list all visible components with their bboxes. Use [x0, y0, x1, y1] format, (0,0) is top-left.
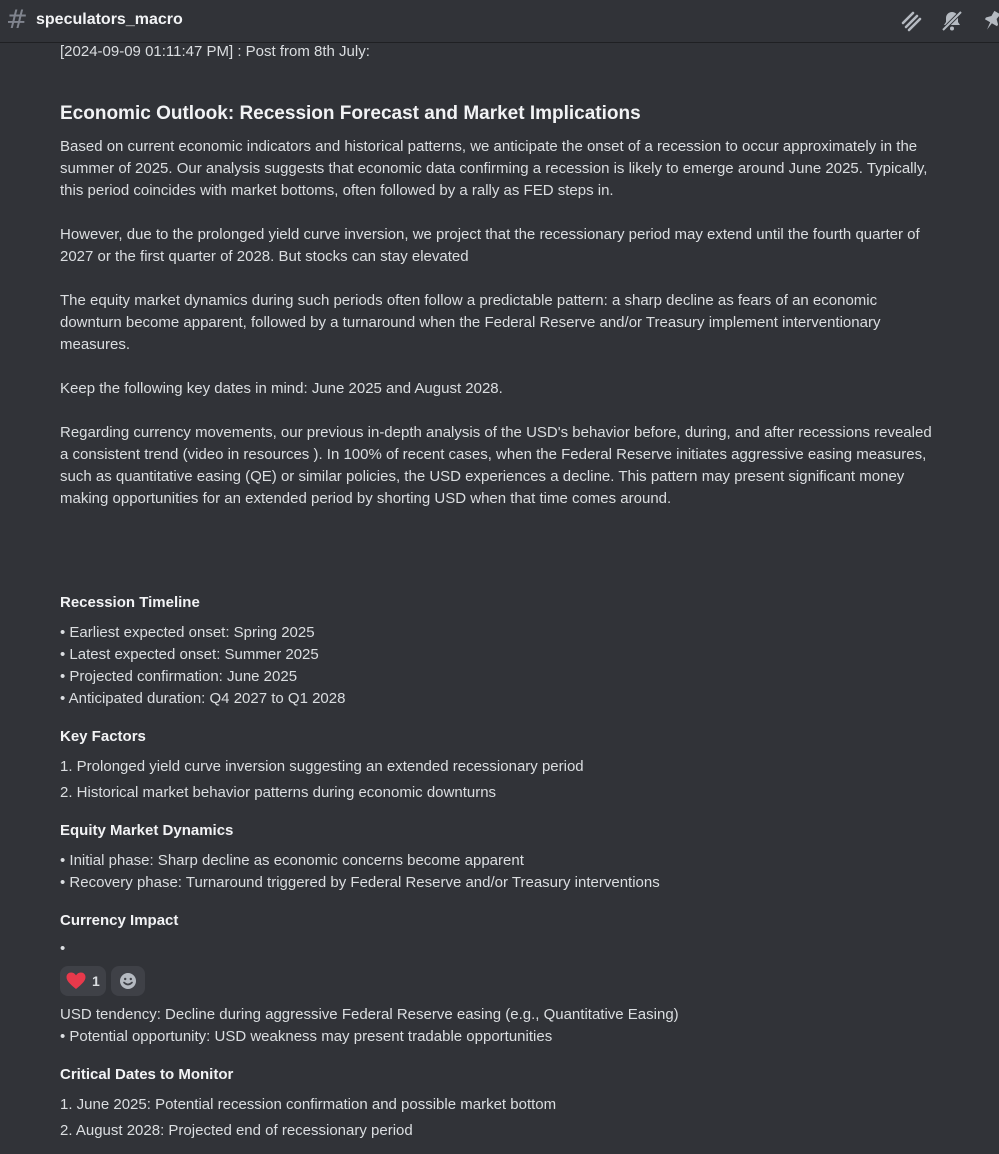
dates-list [60, 1094, 960, 1142]
smiley-icon [118, 971, 138, 991]
list-item: • Potential opportunity: USD weakness may present tradable opportunities [60, 1028, 553, 1045]
paragraph-line: The equity market dynamics during such periods often follow a predictable pattern: a sharp decline as fears of an economic [60, 292, 878, 309]
factors-list [60, 756, 960, 804]
paragraph-key-dates [60, 378, 960, 400]
paragraph-line: this period coincides with market bottoms, often followed by a rally as FED steps in. [60, 182, 614, 199]
list-item: • Initial phase: Sharp decline as economic concerns become apparent [60, 852, 524, 869]
list-item: 2. Historical market behavior patterns during economic downturns [60, 784, 497, 801]
equity-list [60, 850, 960, 894]
empty-bullet: • [60, 940, 66, 957]
paragraph-yield-curve [60, 224, 960, 268]
add-reaction-button[interactable] [111, 966, 145, 996]
paragraph-line: Based on current economic indicators and historical patterns, we anticipate the onset of a recession to occur approximately in the [60, 138, 918, 155]
paragraph-equity-dynamics [60, 290, 960, 356]
paragraph-line: summer of 2025. Our analysis suggests that economic data confirming a recession is likely to emerge around June 2025. Typically, [60, 160, 928, 177]
paragraph-line: 2027 or the first quarter of 2028. But stocks can stay elevated [60, 248, 469, 265]
paragraph-line: downturn become apparent, followed by a turnaround when the Federal Reserve and/or Treasury implement interventionary [60, 314, 881, 331]
list-item: • Anticipated duration: Q4 2027 to Q1 2028 [60, 690, 346, 707]
list-item: • Latest expected onset: Summer 2025 [60, 646, 319, 663]
timeline-list [60, 622, 960, 710]
section-heading-dates: Critical Dates to Monitor [60, 1066, 234, 1083]
list-item: 1. June 2025: Potential recession confirmation and possible market bottom [60, 1096, 557, 1113]
reaction-count: 1 [92, 973, 100, 989]
pin-icon[interactable] [980, 9, 999, 33]
heart-reaction[interactable] [60, 966, 106, 996]
list-item: • Recovery phase: Turnaround triggered by Federal Reserve and/or Treasury interventions [60, 874, 660, 891]
list-item: 2. August 2028: Projected end of recessionary period [60, 1122, 413, 1139]
threads-icon[interactable] [899, 9, 923, 33]
paragraph-line: However, due to the prolonged yield curve inversion, we project that the recessionary period may extend until the fourth quarter of [60, 226, 920, 243]
list-item: • Projected confirmation: June 2025 [60, 668, 298, 685]
paragraph-line: making opportunities for an extended period by shorting USD when that time comes around. [60, 490, 672, 507]
paragraph-line: measures. [60, 336, 131, 353]
paragraph-line: such as quantitative easing (QE) or similar policies, the USD experiences a decline. This pattern may present significant money [60, 468, 905, 485]
message-timestamp-line: [2024-09-09 01:11:47 PM] : Post from 8th July: [60, 43, 370, 60]
section-heading-factors: Key Factors [60, 728, 146, 745]
paragraph-line: Keep the following key dates in mind: June 2025 and August 2028. [60, 380, 503, 397]
list-item: 1. Prolonged yield curve inversion suggesting an extended recessionary period [60, 758, 584, 775]
reaction-bar [60, 966, 145, 996]
list-item: • Earliest expected onset: Spring 2025 [60, 624, 315, 641]
section-heading-currency: Currency Impact [60, 912, 179, 929]
paragraph-line: Regarding currency movements, our previous in-depth analysis of the USD's behavior before, during, and after recessions revealed [60, 424, 932, 441]
paragraph-outlook [60, 136, 960, 202]
currency-list [60, 1004, 960, 1048]
paragraph-currency [60, 422, 960, 510]
message-title: Economic Outlook: Recession Forecast and Market Implications [60, 103, 641, 124]
channel-header [0, 0, 999, 43]
paragraph-line: a consistent trend (video in resources ). In 100% of recent cases, when the Federal Reserve initiates aggressive easing measures, [60, 446, 927, 463]
channel-name: speculators_macro [36, 11, 183, 28]
section-heading-timeline: Recession Timeline [60, 594, 200, 611]
list-item: USD tendency: Decline during aggressive Federal Reserve easing (e.g., Quantitative Easing) [60, 1006, 679, 1023]
mute-bell-icon[interactable] [940, 9, 964, 33]
section-heading-equity: Equity Market Dynamics [60, 822, 234, 839]
heart-icon [66, 972, 86, 990]
channel-hash-icon: # [6, 5, 28, 35]
